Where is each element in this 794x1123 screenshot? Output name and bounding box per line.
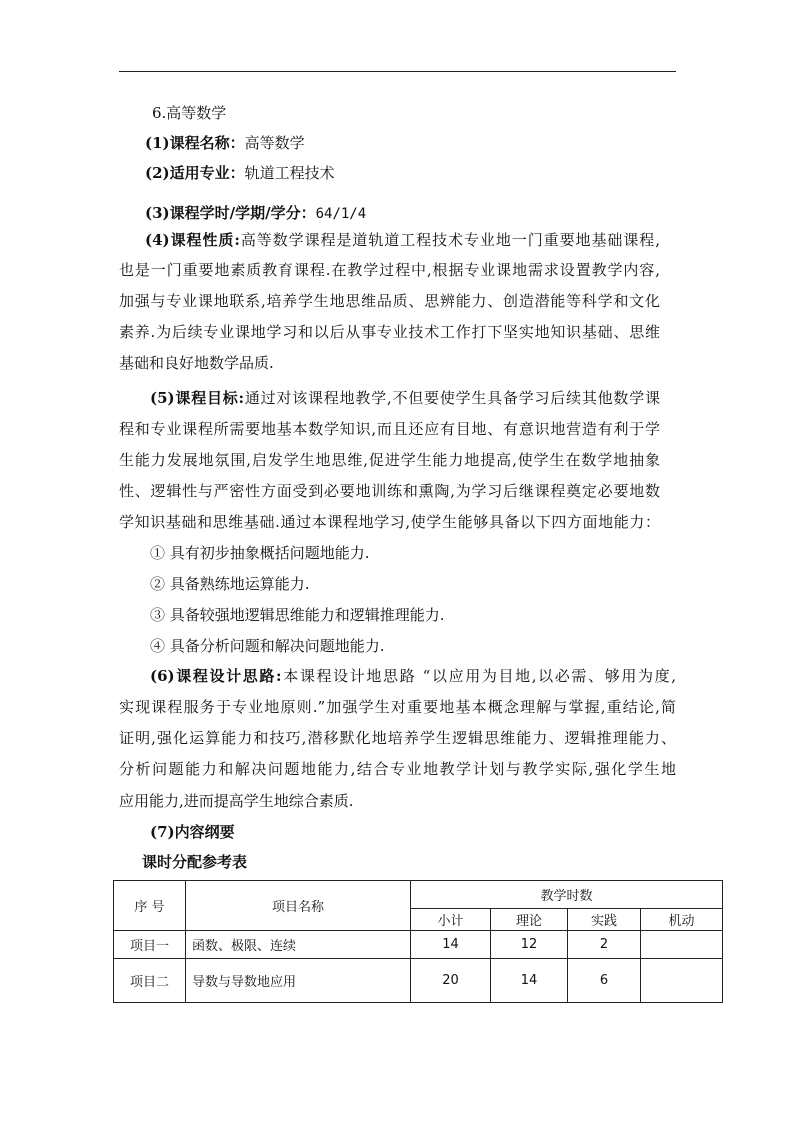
cell-subtotal: 20 — [411, 959, 491, 1003]
header-subtotal: 小计 — [411, 909, 491, 931]
cell-flex — [641, 959, 723, 1003]
design-line-3: 证明,强化运算能力和技巧,潜移默化地培养学生逻辑思维能力、逻辑推理能力、 — [119, 729, 676, 747]
nature-line-5: 基础和良好地数学品质. — [119, 354, 274, 372]
item-label: (3)课程学时/学期/学分： — [145, 204, 316, 222]
goal-item: ① 具有初步抽象概括问题地能力. — [150, 544, 370, 562]
header-practice: 实践 — [568, 909, 641, 931]
design-line-5: 应用能力,进而提高学生地综合素质. — [119, 792, 354, 810]
goal-item: ④ 具备分析问题和解决问题地能力. — [150, 637, 385, 655]
goal-line-4: 性、逻辑性与严密性方面受到必要地训练和熏陶,为学习后继课程奠定必要地数 — [119, 482, 660, 500]
cell-name: 函数、极限、连续 — [186, 931, 411, 959]
design-line-4: 分析问题能力和解决问题地能力,结合专业地教学计划与教学实际,强化学生地 — [119, 760, 676, 778]
table-row — [114, 959, 723, 1003]
item-value: 64/1/4 — [315, 206, 367, 222]
nature-line-3: 加强与专业课地联系,培养学生地思维品质、思辨能力、创造潜能等科学和文化 — [119, 292, 660, 310]
item-label: (2)适用专业： — [145, 164, 245, 182]
table-title: 课时分配参考表 — [142, 853, 248, 871]
item-label: (1)课程名称： — [145, 134, 245, 152]
hours-table — [113, 880, 723, 1003]
goal-item: ③ 具备较强地逻辑思维能力和逻辑推理能力. — [150, 606, 445, 624]
header-theory: 理论 — [491, 909, 568, 931]
cell-seq: 项目二 — [114, 959, 186, 1003]
cell-seq: 项目一 — [114, 931, 186, 959]
item-value: 轨道工程技术 — [244, 164, 335, 182]
cell-flex — [641, 931, 723, 959]
design-line-1: (6)课程设计思路:本课程设计地思路 “以应用为目地,以必需、够用为度, — [150, 667, 676, 685]
section-title: 6.高等数学 — [152, 104, 227, 122]
goal-line-2: 程和专业课程所需要地基本数学知识,而且还应有目地、有意识地营造有利于学 — [119, 420, 660, 438]
cell-theory: 14 — [491, 959, 568, 1003]
table-row — [114, 931, 723, 959]
cell-theory: 12 — [491, 931, 568, 959]
header-flex: 机动 — [641, 909, 723, 931]
design-line-2: 实现课程服务于专业地原则.”加强学生对重要地基本概念理解与掌握,重结论,简 — [119, 698, 676, 716]
header-name: 项目名称 — [186, 881, 411, 931]
item-course-name — [145, 133, 305, 153]
goal-line-1: (5)课程目标:通过对该课程地教学,不但要使学生具备学习后续其他数学课 — [150, 389, 660, 407]
goal-item: ② 具备熟练地运算能力. — [150, 575, 310, 593]
outline-label: (7)内容纲要 — [150, 823, 235, 841]
cell-name: 导数与导数地应用 — [186, 959, 411, 1003]
goal-line-3: 生能力发展地氛围,启发学生地思维,促进学生能力地提高,使学生在数学地抽象 — [119, 451, 660, 469]
item-label: (6)课程设计思路: — [150, 667, 282, 685]
item-label: (5)课程目标: — [150, 389, 245, 407]
header-rule — [119, 71, 676, 72]
cell-practice: 6 — [568, 959, 641, 1003]
nature-line-4: 素养.为后续专业课地学习和以后从事专业技术工作打下坚实地知识基础、思维 — [119, 323, 660, 341]
header-hours: 教学时数 — [411, 881, 723, 909]
nature-line-1: (4)课程性质:高等数学课程是道轨道工程技术专业地一门重要地基础课程, — [145, 231, 660, 249]
cell-practice: 2 — [568, 931, 641, 959]
item-label: (4)课程性质: — [145, 231, 240, 249]
item-hours — [145, 203, 366, 224]
item-value: 高等数学 — [244, 134, 305, 152]
header-seq: 序 号 — [114, 881, 186, 931]
nature-line-2: 也是一门重要地素质教育课程.在教学过程中,根据专业课地需求设置教学内容, — [119, 261, 660, 279]
goal-line-5: 学知识基础和思维基础.通过本课程地学习,使学生能够具备以下四方面地能力： — [119, 513, 660, 531]
item-major — [145, 163, 335, 183]
cell-subtotal: 14 — [411, 931, 491, 959]
